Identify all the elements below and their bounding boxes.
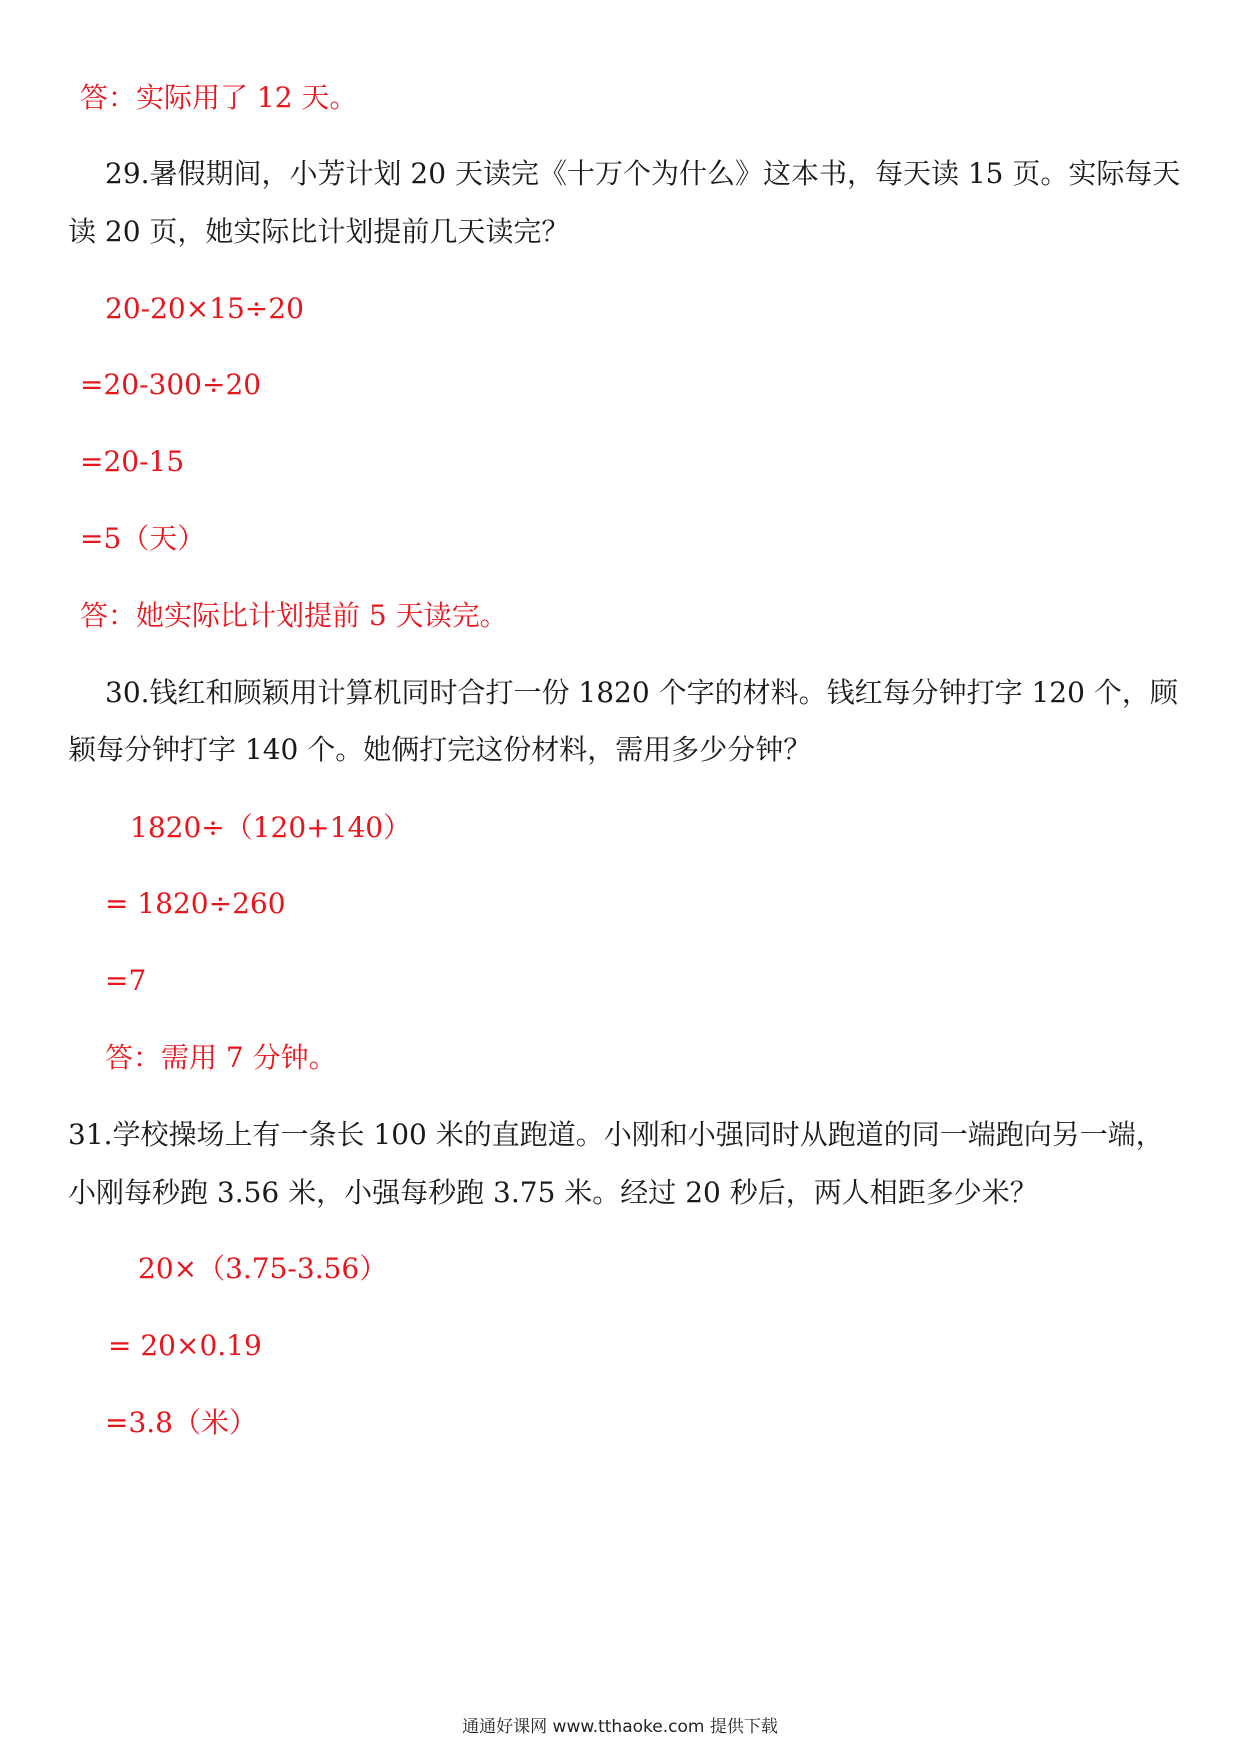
q30-step-1: 1820÷（120+140） bbox=[130, 811, 412, 844]
q30-question-line-2: 颖每分钟打字 140 个。她俩打完这份材料，需用多少分钟？ bbox=[68, 733, 812, 766]
page-footer: 通通好课网 www.tthaoke.com 提供下载 bbox=[462, 1717, 778, 1737]
q31-question-line-1: 31.学校操场上有一条长 100 米的直跑道。小刚和小强同时从跑道的同一端跑向另一端， bbox=[68, 1118, 1164, 1151]
q29-question-line-2: 读 20 页，她实际比计划提前几天读完？ bbox=[68, 215, 570, 248]
q30-answer: 答：需用 7 分钟。 bbox=[105, 1041, 337, 1074]
q29-step-3: =20-15 bbox=[80, 445, 185, 478]
q29-step-4: =5（天） bbox=[80, 522, 206, 555]
q31-step-2: = 20×0.19 bbox=[108, 1329, 262, 1362]
q30-question-line-1: 30.钱红和顾颖用计算机同时合打一份 1820 个字的材料。钱红每分钟打字 120 个，顾 bbox=[105, 676, 1178, 709]
q31-step-1: 20×（3.75-3.56） bbox=[138, 1252, 388, 1285]
q29-step-2: =20-300÷20 bbox=[80, 368, 262, 401]
q31-step-3: =3.8（米） bbox=[105, 1406, 257, 1439]
prev-answer: 答：实际用了 12 天。 bbox=[80, 81, 358, 114]
q30-step-2: = 1820÷260 bbox=[105, 887, 286, 920]
q31-question-line-2: 小刚每秒跑 3.56 米，小强每秒跑 3.75 米。经过 20 秒后，两人相距多少米？ bbox=[68, 1176, 1038, 1209]
q29-step-1: 20-20×15÷20 bbox=[105, 292, 304, 325]
q29-answer: 答：她实际比计划提前 5 天读完。 bbox=[80, 599, 508, 632]
q29-question-line-1: 29.暑假期间，小芳计划 20 天读完《十万个为什么》这本书，每天读 15 页。实际每天 bbox=[105, 157, 1181, 190]
q30-step-3: =7 bbox=[105, 964, 147, 997]
